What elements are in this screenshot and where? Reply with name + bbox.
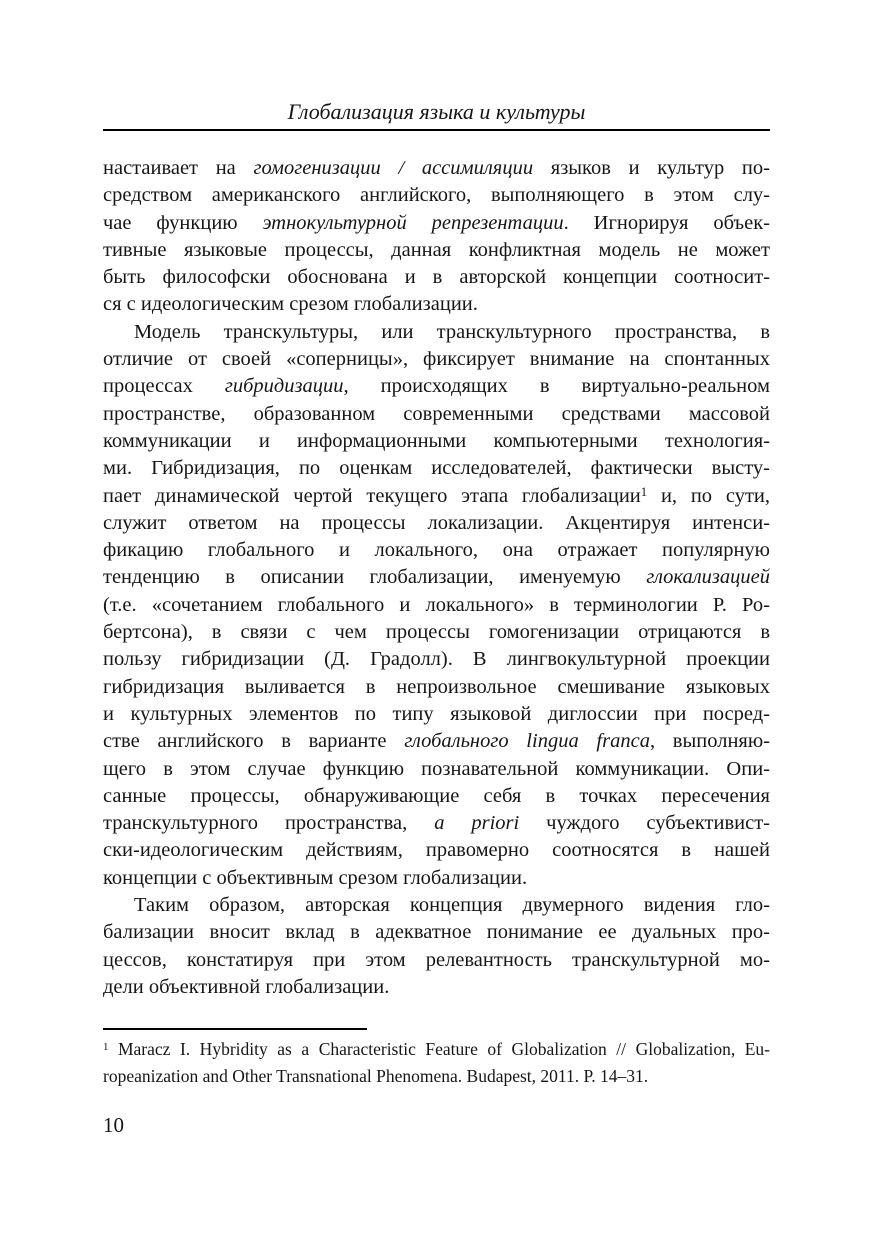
text-line: гибридизация выливается в непроизвольное смешивание языковых (103, 675, 770, 698)
text-line: транскультурного пространства, a priori чуждого субъективист- (103, 812, 770, 835)
text-line: ropeanization and Other Transnational Phenomena. Budapest, 2011. P. 14–31. (103, 1065, 649, 1086)
text-line: средством американского английского, выполняющего в этом слу- (103, 184, 770, 207)
text-line: быть философски обоснована и в авторской концепции соотносит- (103, 266, 770, 289)
text-line: пространстве, образованном современными средствами массовой (103, 402, 770, 425)
text-line: Таким образом, авторская концепция двумерного видения гло- (134, 894, 770, 917)
text-line: $^1$ Maracz I. Hybridity as a Characteristic Feature of Globalization // Globalization, Eu- (103, 1039, 770, 1060)
text-line: отличие от своей «соперницы», фиксирует внимание на спонтанных (103, 348, 770, 371)
page-content (103, 0, 770, 1137)
page-number: 10 (103, 1112, 124, 1137)
text-line: ми. Гибридизация, по оценкам исследователей, фактически высту- (103, 457, 770, 480)
text-line: коммуникации и информационными компьютерными технология- (103, 429, 770, 452)
text-line: фикацию глобального и локального, она отражает популярную (103, 539, 770, 562)
text-line: концепции с объективным срезом глобализации. (103, 866, 528, 889)
body-text (103, 155, 770, 1001)
text-line: щего в этом случае функцию познавательной коммуникации. Опи- (103, 757, 770, 780)
header-title: Глобализация языка и культуры (287, 99, 586, 124)
text-line: тенденцию в описании глобализации, именуемую глокализацией (103, 566, 770, 589)
text-line: пает динамической чертой текущего этапа глобализации$^1$ и, по сути, (103, 484, 770, 507)
text-line: бализации вносит вклад в адекватное понимание ее дуальных про- (103, 921, 770, 944)
text-line: бертсона), в связи с чем процессы гомогенизации отрицаются в (103, 621, 770, 644)
paragraph (103, 892, 770, 1001)
text-line: ся с идеологическим срезом глобализации. (103, 293, 478, 316)
running-header (103, 99, 770, 131)
text-line: Модель транскультуры, или транскультурного пространства, в (134, 320, 770, 343)
text-line: ски-идеологическим действиям, правомерно соотносятся в нашей (103, 839, 770, 862)
text-line: тивные языковые процессы, данная конфликтная модель не может (103, 238, 770, 261)
text-line: служит ответом на процессы локализации. Акцентируя интенси- (103, 511, 770, 534)
text-line: санные процессы, обнаруживающие себя в точках пересечения (103, 784, 770, 807)
text-line: и культурных элементов по типу языковой диглоссии при посред- (103, 702, 770, 725)
text-line: (т.е. «сочетанием глобального и локального» в терминологии Р. Ро- (103, 593, 770, 616)
text-line: пользу гибридизации (Д. Градолл). В лингвокультурной проекции (103, 648, 770, 671)
paragraph (103, 155, 770, 319)
text-line: дели объективной глобализации. (103, 975, 390, 998)
footnote-rule (103, 1028, 367, 1030)
text-line: стве английского в варианте глобального lingua franca, выполняю- (103, 730, 770, 753)
text-line: цессов, констатируя при этом релевантность транскультурной мо- (103, 948, 770, 971)
text-line: процессах гибридизации, происходящих в виртуально-реальном (103, 375, 770, 398)
text-line: настаивает на гомогенизации / ассимиляции языков и культур по- (103, 157, 770, 179)
footnote-text (103, 1036, 770, 1089)
text-line: чае функцию этнокультурной репрезентации. Игнорируя объек- (103, 211, 770, 234)
paragraph (103, 319, 770, 892)
